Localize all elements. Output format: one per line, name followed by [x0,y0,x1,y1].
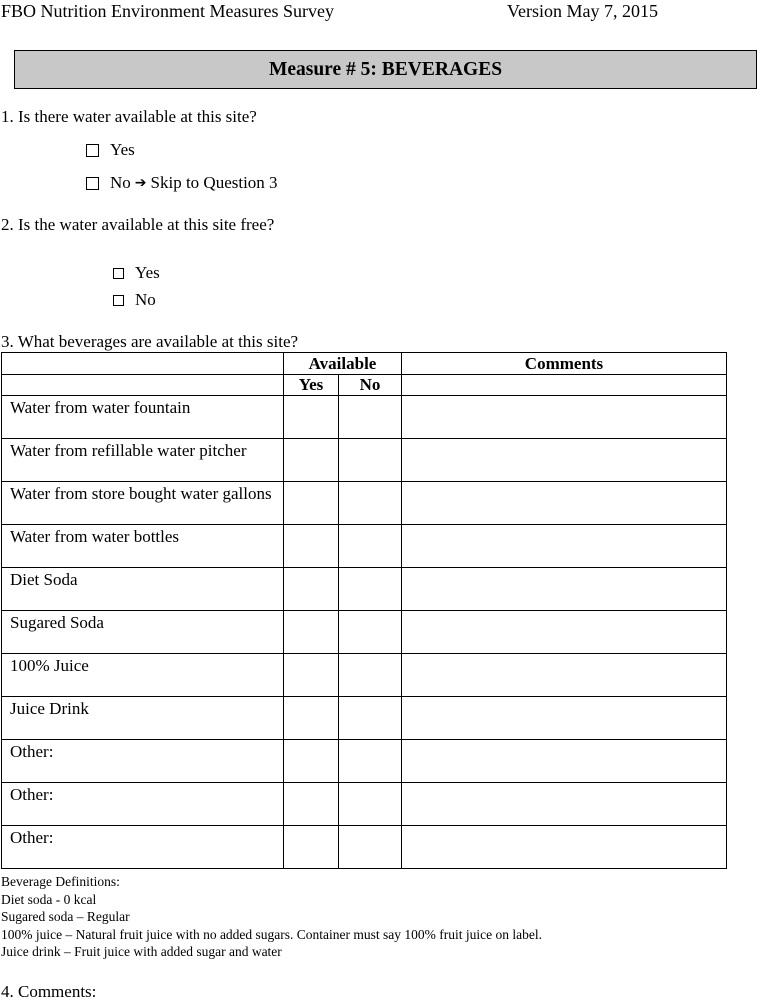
comments-cell[interactable] [402,697,727,740]
comments-cell[interactable] [402,525,727,568]
q1-yes-checkbox[interactable] [86,144,99,157]
question-1: 1. Is there water available at this site? [1,107,257,126]
yes-cell[interactable] [284,826,339,869]
table-row [2,654,727,697]
comments-cell[interactable] [402,396,727,439]
no-cell[interactable] [339,826,402,869]
question-4: 4. Comments: [1,982,97,1001]
beverage-label: Diet Soda [2,568,284,611]
beverage-definitions [1,873,542,961]
available-header: Available [284,353,402,375]
no-header: No [339,375,402,396]
no-cell[interactable] [339,568,402,611]
q1-option-no[interactable] [86,173,278,193]
comments-cell[interactable] [402,482,727,525]
no-cell[interactable] [339,611,402,654]
comments-cell[interactable] [402,654,727,697]
no-cell[interactable] [339,439,402,482]
yes-cell[interactable] [284,697,339,740]
yes-cell[interactable] [284,439,339,482]
beverage-label: Water from water bottles [2,525,284,568]
table-row [2,740,727,783]
beverage-table [1,352,727,869]
q1-yes-label: Yes [110,140,135,159]
comments-header: Comments [402,353,727,375]
comments-cell[interactable] [402,783,727,826]
table-row [2,482,727,525]
definition-item: Sugared soda – Regular [1,909,130,925]
table-row [2,783,727,826]
no-cell[interactable] [339,697,402,740]
yes-header: Yes [284,375,339,396]
beverage-label: Water from store bought water gallons [2,482,284,525]
no-cell[interactable] [339,525,402,568]
no-cell[interactable] [339,783,402,826]
no-cell[interactable] [339,740,402,783]
q1-no-checkbox[interactable] [86,177,99,190]
table-row [2,697,727,740]
beverage-label: Water from water fountain [2,396,284,439]
q2-no-checkbox[interactable] [113,295,124,306]
q2-option-no[interactable] [113,290,156,310]
yes-cell[interactable] [284,611,339,654]
yes-cell[interactable] [284,783,339,826]
q2-yes-label: Yes [135,263,160,282]
comments-cell[interactable] [402,568,727,611]
comments-cell[interactable] [402,740,727,783]
beverage-label: Other: [2,826,284,869]
yes-cell[interactable] [284,482,339,525]
version-label: Version May 7, 2015 [507,1,658,21]
arrow-right-icon: ➔ [134,175,147,191]
comments-cell[interactable] [402,439,727,482]
table-row [2,568,727,611]
no-cell[interactable] [339,482,402,525]
beverage-label: Other: [2,740,284,783]
yes-cell[interactable] [284,740,339,783]
table-row [2,826,727,869]
no-cell[interactable] [339,654,402,697]
question-2: 2. Is the water available at this site free? [1,215,275,234]
beverage-label: Water from refillable water pitcher [2,439,284,482]
definition-item: 100% juice – Natural fruit juice with no added sugars. Container must say 100% fruit juice on label. [1,926,542,942]
q2-yes-checkbox[interactable] [113,268,124,279]
measure-title: Measure # 5: BEVERAGES [14,50,757,89]
table-header-row [2,353,727,375]
table-row [2,439,727,482]
blank-comments-subheader [402,375,727,396]
table-row [2,611,727,654]
yes-cell[interactable] [284,654,339,697]
table-row [2,525,727,568]
no-cell[interactable] [339,396,402,439]
beverage-label: Sugared Soda [2,611,284,654]
beverage-label: Other: [2,783,284,826]
yes-cell[interactable] [284,396,339,439]
q2-no-label: No [135,290,156,309]
blank-subheader-cell [2,375,284,396]
blank-header-cell [2,353,284,375]
comments-cell[interactable] [402,826,727,869]
yes-cell[interactable] [284,568,339,611]
q1-skip-text: Skip to Question 3 [150,173,278,192]
definition-item: Diet soda - 0 kcal [1,891,97,907]
definitions-heading: Beverage Definitions: [1,874,120,889]
q1-option-yes[interactable] [86,140,135,160]
q2-option-yes[interactable] [113,263,160,283]
beverage-label: 100% Juice [2,654,284,697]
yes-cell[interactable] [284,525,339,568]
comments-cell[interactable] [402,611,727,654]
table-row [2,396,727,439]
beverage-label: Juice Drink [2,697,284,740]
q1-no-label: No [110,173,131,192]
definition-item: Juice drink – Fruit juice with added sugar and water [1,944,282,960]
question-3: 3. What beverages are available at this site? [1,332,299,351]
survey-title: FBO Nutrition Environment Measures Survey [1,1,334,21]
table-subheader-row [2,375,727,396]
